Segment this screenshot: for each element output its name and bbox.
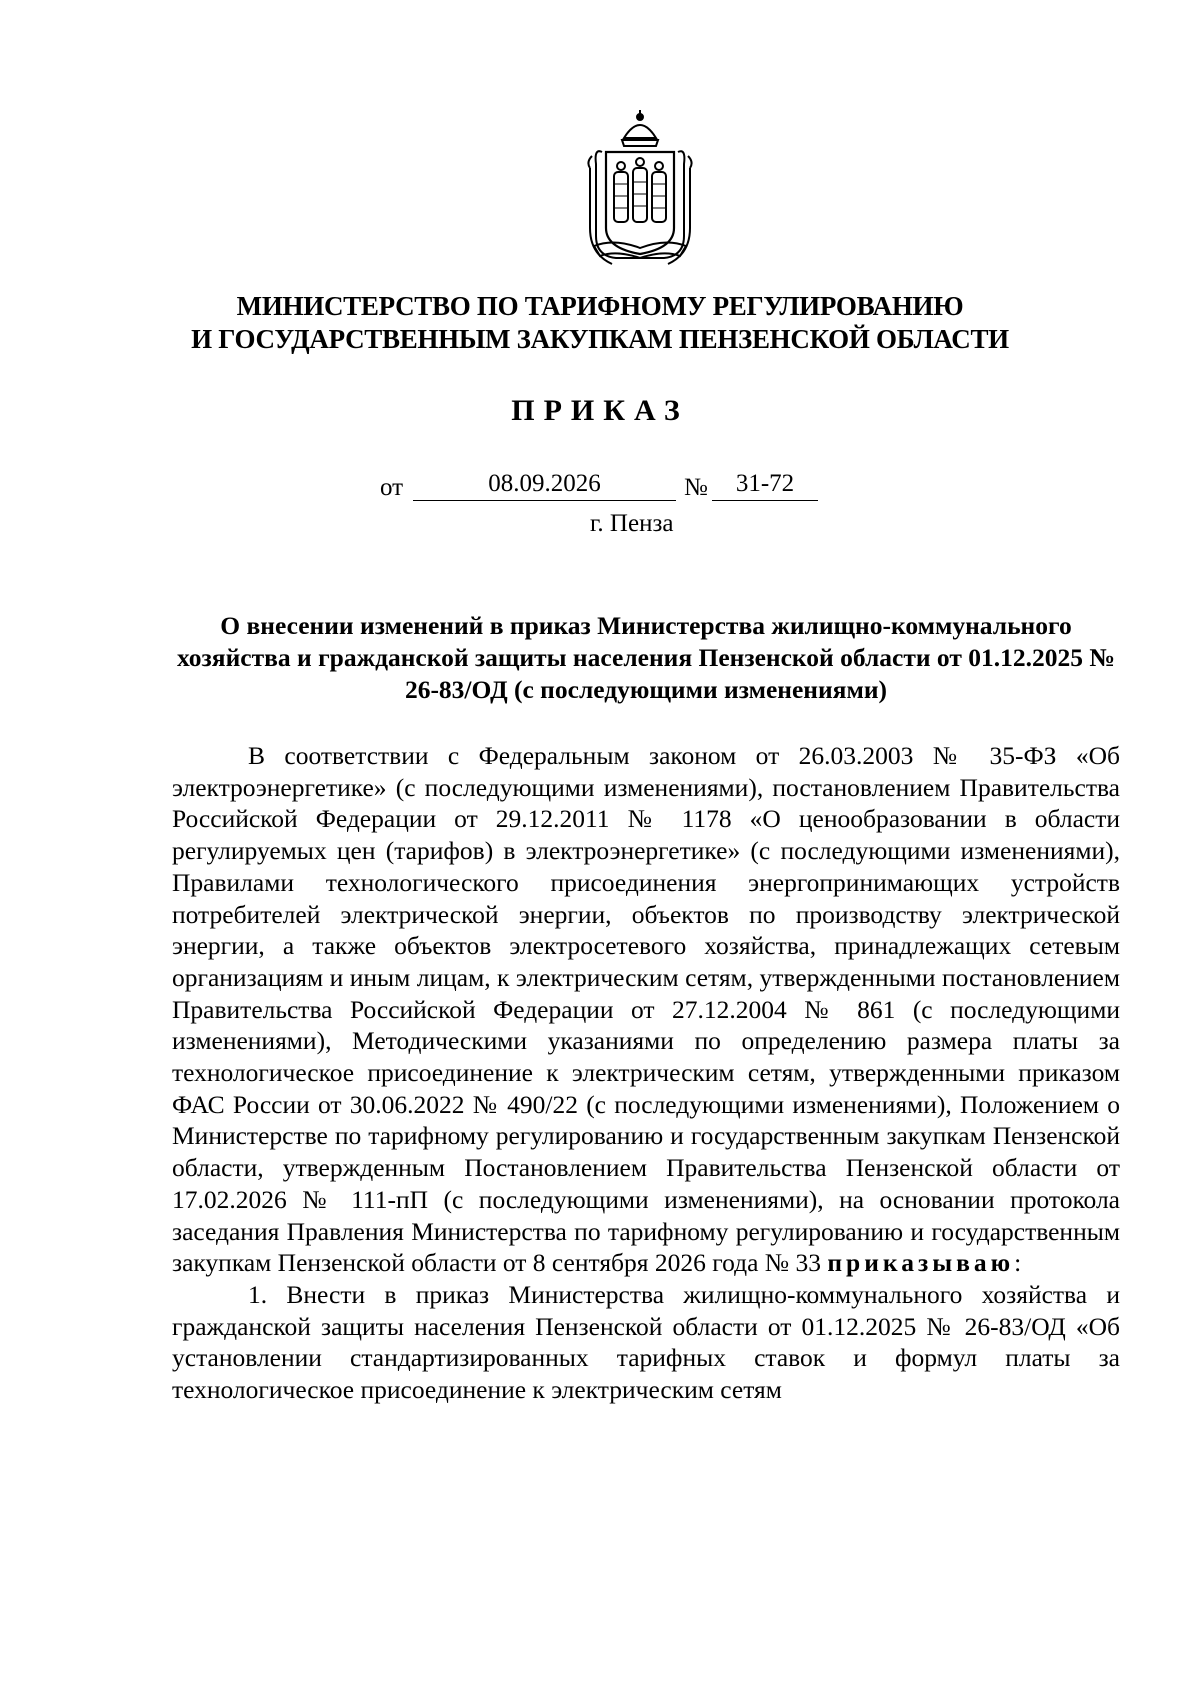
date-label: от <box>380 474 404 501</box>
date-number-line <box>0 460 1200 500</box>
ministry-name-line2: И ГОСУДАРСТВЕННЫМ ЗАКУПКАМ ПЕНЗЕНСКОЙ ОБЛАСТИ <box>191 324 1009 354</box>
document-type-title: ПРИКАЗ <box>511 394 689 427</box>
item-1-paragraph: 1. Внести в приказ Министерства жилищно-коммунального хозяйства и гражданской защиты населения Пензенской области от 01.12.2025 № 26-83/ОД «Об установлении стандартизированных тарифных ставок и формул платы за технологическое присоединение к электрическим сетям <box>172 1279 1120 1405</box>
preamble-text: В соответствии с Федеральным законом от 26.03.2003 № 35-ФЗ «Об электроэнергетике» (с последующими изменениями), постановлением Правительства Российской Федерации от 29.12.2011 № 1178 «О ценообразовании в области регулируемых цен (тарифов) в электроэнергетике» (с последующими изменениями), Правилами технологического присоединения энергопринимающих устройств потребителей электрической энергии, объектов по производству электрической энергии, а также объектов электросетевого хозяйства, принадлежащих сетевым организациям и иным лицам, к электрическим сетям, утвержденными постановлением Правительства Российской Федерации от 27.12.2004 № 861 (с последующими изменениями), Методическими указаниями по определению размера платы за технологическое присоединение к электрическим сетям, утвержденными приказом ФАС России от 30.06.2022 № 490/22 (с последующими изменениями), Положением о Министерстве по тарифному регулированию и государственным закупкам Пензенской области, утвержденным Постановлением Правительства Пензенской области от 17.02.2026 № 111-пП (с последующими изменениями), на основании протокола заседания Правления Министерства по тарифному регулированию и государственным закупкам Пензенской области от 8 сентября 2026 года № 33 <box>172 741 1120 1278</box>
document-date: 08.09.2026 <box>413 468 676 501</box>
document-body <box>172 740 1120 1406</box>
order-word: приказываю <box>827 1248 1015 1278</box>
ministry-name-line1: МИНИСТЕРСТВО ПО ТАРИФНОМУ РЕГУЛИРОВАНИЮ <box>236 291 964 321</box>
order-colon: : <box>1014 1248 1022 1278</box>
document-subject: О внесении изменений в приказ Министерства жилищно-коммунального хозяйства и гражданской защиты населения Пензенской области от 01.12.2025 № 26-83/ОД (с последующими изменениями) <box>177 611 1115 704</box>
document-number: 31-72 <box>712 468 818 501</box>
number-label: № <box>684 474 708 501</box>
city: г. Пенза <box>590 510 674 537</box>
ministry-name <box>0 290 1200 356</box>
coat-of-arms-icon <box>584 108 696 266</box>
preamble-paragraph <box>172 740 1120 1279</box>
